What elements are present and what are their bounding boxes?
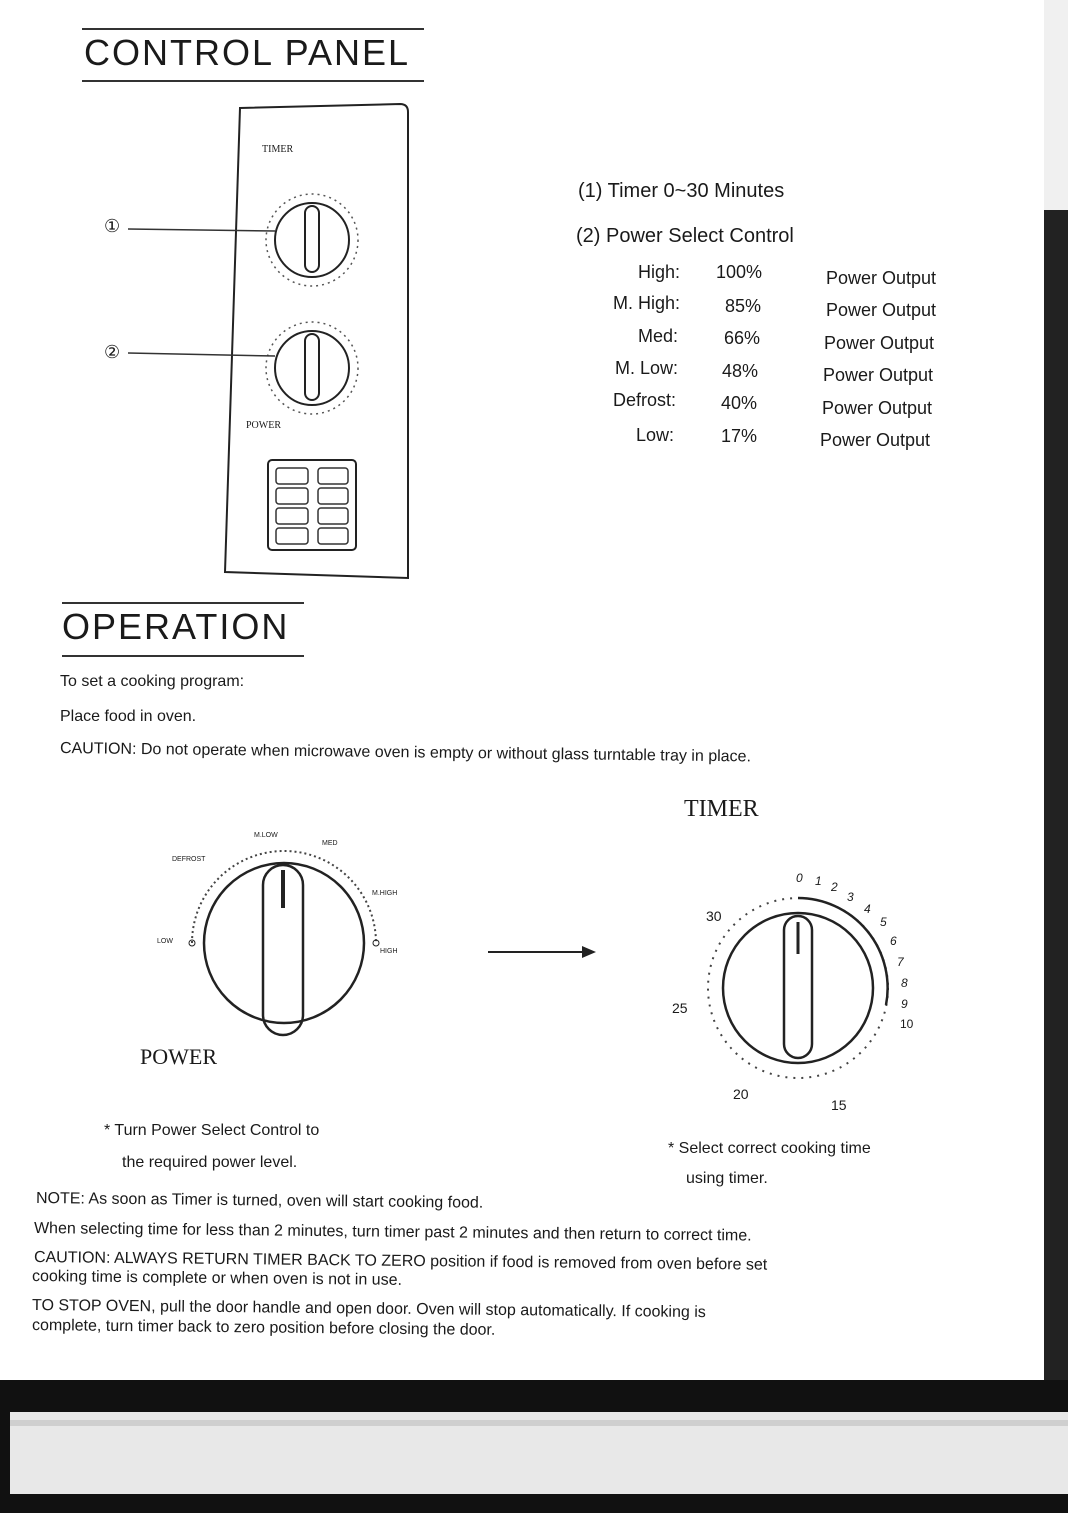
power-level-desc: Power Output (826, 268, 937, 288)
callout-2: ② (104, 342, 121, 362)
control-panel-diagram (90, 100, 420, 585)
operation-rule-top (62, 602, 304, 604)
power-level-desc: Power Output (826, 300, 937, 320)
title-rule-top (82, 28, 424, 30)
timer-number: 5 (880, 915, 887, 929)
power-knob-grip (305, 334, 319, 400)
power-instruction-1: * Turn Power Select Control to (104, 1122, 320, 1139)
timer-number: 15 (831, 1097, 847, 1113)
food-icons (276, 468, 348, 544)
operation-title: OPERATION (62, 606, 290, 647)
power-level-name: M. High: (612, 293, 680, 313)
timer-number: 0 (796, 871, 803, 885)
power-level-name: M. Low: (614, 358, 678, 378)
power-level-value: 66% (724, 328, 761, 348)
operation-caution (60, 740, 751, 766)
timer-instruction-2: using timer. (686, 1170, 768, 1187)
timer-knob (275, 203, 349, 277)
timer-dial-diagram (690, 880, 910, 1100)
caution-label: CAUTION: (59, 740, 137, 758)
power-dial-label-mlow: M.LOW (254, 832, 278, 839)
power-dial-label-defrost: DEFROST (172, 856, 206, 863)
power-level-name: Defrost: (612, 390, 676, 410)
power-dial-label-high: HIGH (380, 948, 398, 955)
callout-1: ① (104, 216, 121, 236)
power-level-desc: Power Output (822, 398, 933, 418)
spec-power: (2) Power Select Control (576, 225, 794, 247)
power-level-value: 17% (721, 426, 758, 446)
timer-number: 2 (831, 880, 838, 894)
power-dial-label-low: LOW (157, 938, 173, 945)
timer-number: 6 (890, 934, 897, 948)
power-dial-caption: POWER (140, 1044, 217, 1069)
stop-text: pull the door handle and open door. Oven will stop automatically. If cooking is (155, 1298, 706, 1322)
timer-number: 9 (901, 997, 908, 1011)
timer-number: 25 (672, 1000, 688, 1016)
power-instruction-2: the required power level. (122, 1154, 298, 1171)
timer-number: 8 (901, 976, 908, 990)
note-caution-label: CAUTION: (33, 1249, 111, 1267)
timer-number: 30 (706, 908, 722, 924)
callout-line-2 (128, 353, 275, 356)
panel-power-label: POWER (246, 420, 281, 431)
power-level-name: Low: (635, 425, 674, 445)
callout-line-1 (128, 229, 275, 231)
scan-edge-dark (1044, 210, 1068, 1380)
power-level-value: 100% (716, 262, 763, 282)
timer-number: 7 (897, 955, 904, 969)
stop-label: TO STOP OVEN, (31, 1297, 156, 1316)
scan-edge-light (1044, 0, 1068, 210)
power-dial-label-med: MED (322, 840, 338, 847)
power-level-value: 48% (722, 361, 759, 381)
arrow-right-icon (486, 942, 598, 962)
note-line-1 (36, 1190, 483, 1213)
power-level-desc: Power Output (823, 365, 934, 385)
power-level-name: Med: (637, 326, 678, 346)
food-icon-box (268, 460, 356, 550)
power-level-name: High: (637, 262, 680, 282)
title-rule-bottom (82, 80, 424, 82)
power-dial-label-mhigh: M.HIGH (372, 890, 398, 897)
timer-dial-title: TIMER (684, 796, 759, 822)
power-level-value: 40% (721, 393, 758, 413)
page-title: CONTROL PANEL (84, 32, 411, 73)
timer-number: 1 (815, 874, 822, 888)
note-line-2: When selecting time for less than 2 minutes, turn timer past 2 minutes and then return to correct time. (33, 1220, 752, 1245)
operation-rule-bottom (62, 655, 304, 657)
timer-number: 3 (847, 890, 854, 904)
panel-timer-label: TIMER (262, 144, 294, 155)
power-level-desc: Power Output (820, 430, 931, 450)
operation-line-1: To set a cooking program: (60, 673, 245, 690)
panel-outline (225, 104, 408, 578)
caution-text: Do not operate when microwave oven is empty or without glass turntable tray in place. (136, 740, 752, 766)
power-knob (275, 331, 349, 405)
note-caution-text: ALWAYS RETURN TIMER BACK TO ZERO position if food is removed from oven before set (110, 1249, 768, 1274)
timer-number: 4 (864, 902, 871, 916)
timer-instruction-1: * Select correct cooking time (668, 1140, 871, 1157)
power-level-desc: Power Output (824, 333, 935, 353)
power-level-value: 85% (725, 296, 762, 316)
spec-timer: (1) Timer 0~30 Minutes (578, 180, 785, 202)
note-text: As soon as Timer is turned, oven will start cooking food. (84, 1190, 484, 1212)
note-line-6: complete, turn timer back to zero position before closing the door. (31, 1317, 496, 1339)
note-label: NOTE: (35, 1190, 85, 1208)
timer-number: 20 (733, 1086, 749, 1102)
note-line-4: cooking time is complete or when oven is not in use. (31, 1268, 403, 1289)
operation-line-2: Place food in oven. (60, 708, 197, 725)
scan-bottom-line (10, 1420, 1068, 1426)
timer-knob-grip (305, 206, 319, 272)
timer-number: 10 (900, 1017, 914, 1031)
